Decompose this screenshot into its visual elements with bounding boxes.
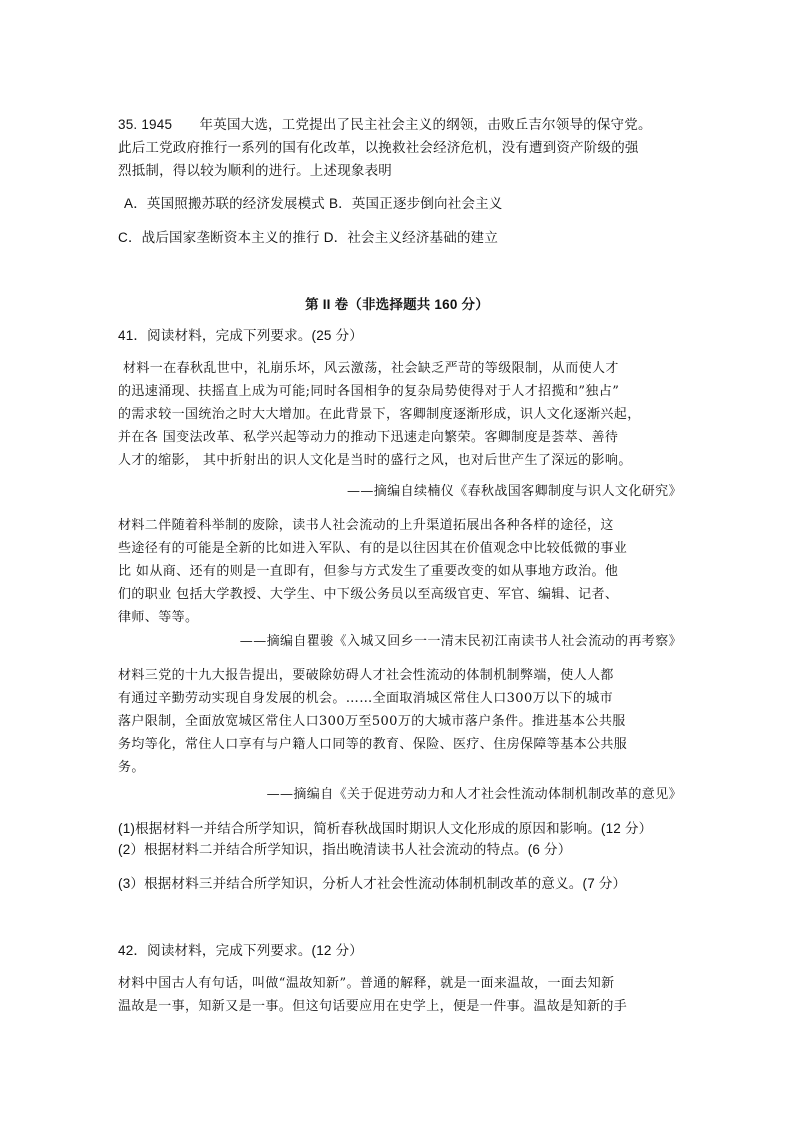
q41-question-1: (1)根据材料一并结合所学知识，简析春秋战国时期识人文化形成的原因和影响。(12 分） bbox=[118, 821, 653, 836]
section-title: 第 II 卷（非选择题共 160 分） bbox=[305, 297, 489, 312]
q35-options-ab: A．英国照搬苏联的经济发展模式 B．英国正逐步倒向社会主义 bbox=[124, 196, 503, 211]
q41-material-2-line: 律师、等等。 bbox=[118, 610, 199, 625]
q41-heading: 41．阅读材料，完成下列要求。(25 分） bbox=[118, 328, 363, 343]
q42-heading: 42．阅读材料，完成下列要求。(12 分） bbox=[118, 943, 363, 958]
q41-material-1-line: 并在各 国变法改革、私学兴起等动力的推动下迅速走向繁荣。客卿制度是荟萃、善待 bbox=[118, 430, 619, 445]
q35-options-cd: C．战后国家垄断资本主义的推行 D．社会主义经济基础的建立 bbox=[118, 230, 499, 245]
q41-material-1-line: 人才的缩影， 其中折射出的识人文化是当时的盛行之风，也对后世产生了深远的影响。 bbox=[118, 453, 632, 468]
q41-material-1-line: 的需求较一国统治之时大大增加。在此背景下，客卿制度逐渐形成，识人文化逐渐兴起， bbox=[118, 407, 641, 422]
q35-stem-line-3: 烈抵制，得以较为顺利的进行。上述现象表明 bbox=[118, 163, 392, 178]
q41-material-3-line: 有通过辛勤劳动实现自身发展的机会。……全面取消城区常住人口300万以下的城市 bbox=[118, 691, 614, 706]
q41-material-2-line: 些途径有的可能是全新的比如进入军队、有的是以往因其在价值观念中比较低微的事业 bbox=[118, 541, 628, 556]
q41-material-2-line: 比 如从商、还有的则是一直即有，但参与方式发生了重要改变的如从事地方政治。他 bbox=[118, 564, 619, 579]
q41-question-2: (2）根据材料二并结合所学知识，指出晚清读书人社会流动的特点。(6 分） bbox=[118, 842, 572, 857]
q41-material-1-line: 材料一在春秋乱世中，礼崩乐坏，风云激荡，社会缺乏严苛的等级限制，从而使人才 bbox=[123, 361, 619, 376]
q42-material-line: 材料中国古人有句话，叫做“温故知新”。普通的解释，就是一面来温故，一面去知新 bbox=[118, 976, 615, 991]
q41-material-3-line: 落户限制，全面放宽城区常住人口300万至500万的大城市落户条件。推进基本公共服 bbox=[118, 714, 626, 729]
q35-stem-line-2: 此后工党政府推行一系列的国有化改革，以挽救社会经济危机，没有遭到资产阶级的强 bbox=[118, 140, 639, 155]
q41-material-3-line: 务均等化，常住人口享有与户籍人口同等的教育、保险、医疗、住房保障等基本公共服 bbox=[118, 737, 628, 752]
q41-material-2-line: 们的职业 包括大学教授、大学生、中下级公务员以至高级官吏、军官、编辑、记者、 bbox=[118, 587, 619, 602]
q41-material-3-line: 材料三党的十九大报告提出，要破除妨碍人才社会性流动的体制机制弊端，使人人都 bbox=[118, 668, 614, 683]
q42-material-line: 温故是一事，知新又是一事。但这句话要应用在史学上，便是一件事。温故是知新的手 bbox=[118, 999, 628, 1014]
q41-material-3-source: ——摘编自《关于促进劳动力和人才社会性流动体制机制改革的意见》 bbox=[266, 787, 682, 802]
q35-stem-line-1: 35. 1945 年英国大选，工党提出了民主社会主义的纲领，击败丘吉尔领导的保守党。 bbox=[118, 117, 652, 132]
q41-material-1-source: ——摘编自续楠仪《春秋战国客卿制度与识人文化研究》 bbox=[346, 484, 682, 499]
q41-material-3-line: 务。 bbox=[118, 760, 145, 775]
q41-material-1-line: 的迅速涌现、扶摇直上成为可能;同时各国相争的复杂局势使得对于人才招揽和”独占” bbox=[118, 384, 620, 399]
q41-material-2-line: 材料二伴随着科举制的废除，读书人社会流动的上升渠道拓展出各种各样的途径，这 bbox=[118, 518, 614, 533]
q41-material-2-source: ——摘编自瞿骏《入城又回乡一一清末民初江南读书人社会流动的再考察》 bbox=[239, 634, 682, 649]
q41-question-3: (3）根据材料三并结合所学知识，分析人才社会性流动体制机制改革的意义。(7 分） bbox=[118, 876, 627, 891]
